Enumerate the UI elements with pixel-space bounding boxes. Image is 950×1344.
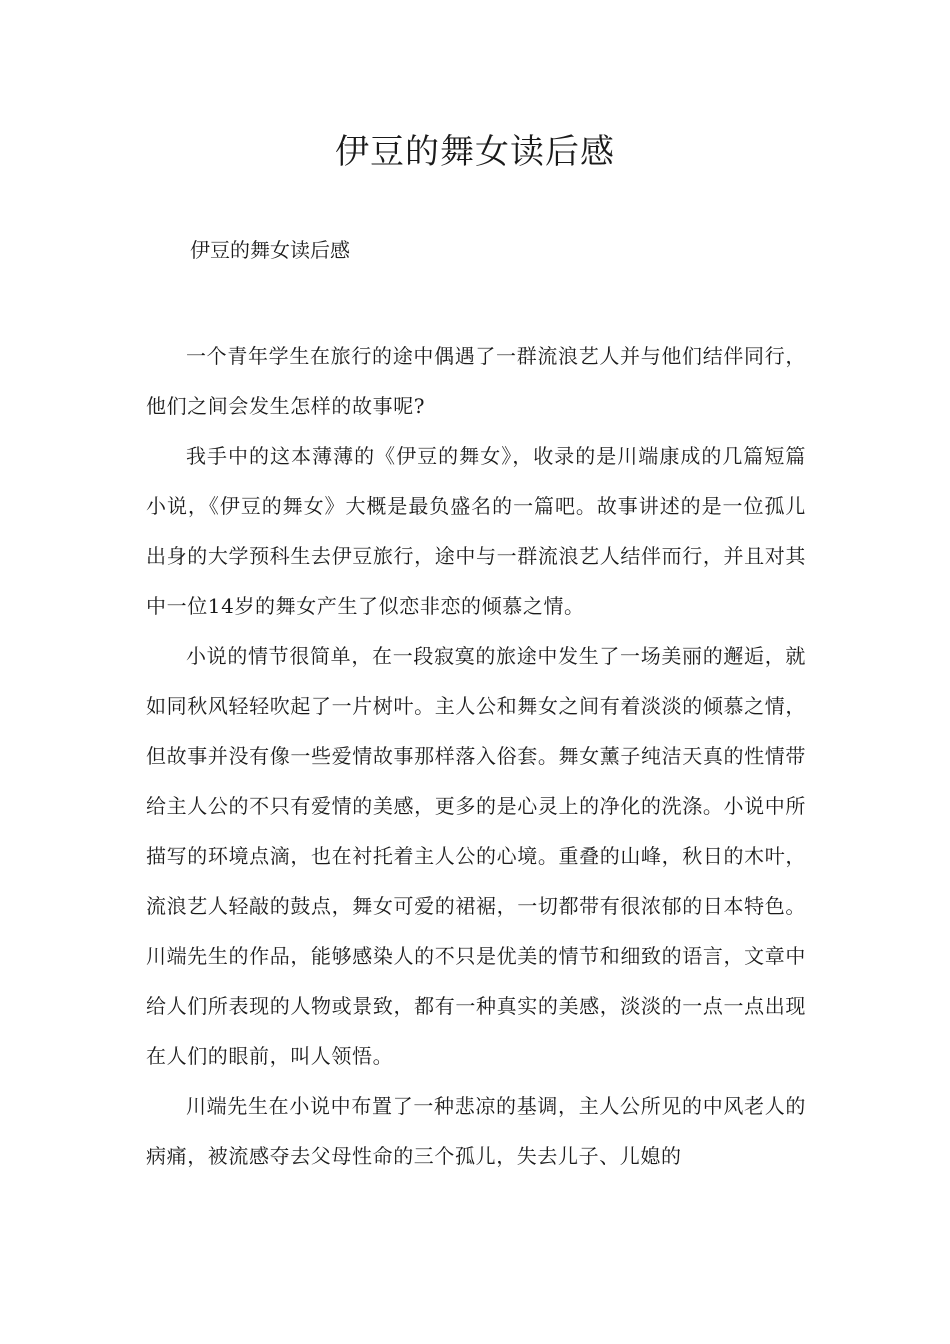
paragraph-4: 川端先生在小说中布置了一种悲凉的基调，主人公所见的中风老人的病痛，被流感夺去父母性命的三个孤儿，失去儿子、儿媳的 bbox=[146, 1094, 806, 1168]
document-body bbox=[146, 331, 806, 1181]
paragraph-1: 一个青年学生在旅行的途中偶遇了一群流浪艺人并与他们结伴同行，他们之间会发生怎样的故事呢? bbox=[146, 344, 806, 418]
paragraph-3: 小说的情节很简单，在一段寂寞的旅途中发生了一场美丽的邂逅，就如同秋风轻轻吹起了一片树叶。主人公和舞女之间有着淡淡的倾慕之情，但故事并没有像一些爱情故事那样落入俗套。舞女薰子纯洁天真的性情带给主人公的不只有爱情的美感，更多的是心灵上的净化的洗涤。小说中所描写的环境点滴，也在衬托着主人公的心境。重叠的山峰，秋日的木叶，流浪艺人轻敲的鼓点，舞女可爱的裙裾，一切都带有很浓郁的日本特色。川端先生的作品，能够感染人的不只是优美的情节和细致的语言，文章中给人们所表现的人物或景致，都有一种真实的美感，淡淡的一点一点出现在人们的眼前，叫人领悟。 bbox=[146, 644, 806, 1068]
paragraph-2: 我手中的这本薄薄的《伊豆的舞女》，收录的是川端康成的几篇短篇小说，《伊豆的舞女》大概是最负盛名的一篇吧。故事讲述的是一位孤儿出身的大学预科生去伊豆旅行，途中与一群流浪艺人结伴而行，并且对其中一位14岁的舞女产生了似恋非恋的倾慕之情。 bbox=[146, 444, 806, 618]
document-title: 伊豆的舞女读后感 bbox=[335, 132, 615, 172]
document-subtitle: 伊豆的舞女读后感 bbox=[190, 238, 350, 262]
